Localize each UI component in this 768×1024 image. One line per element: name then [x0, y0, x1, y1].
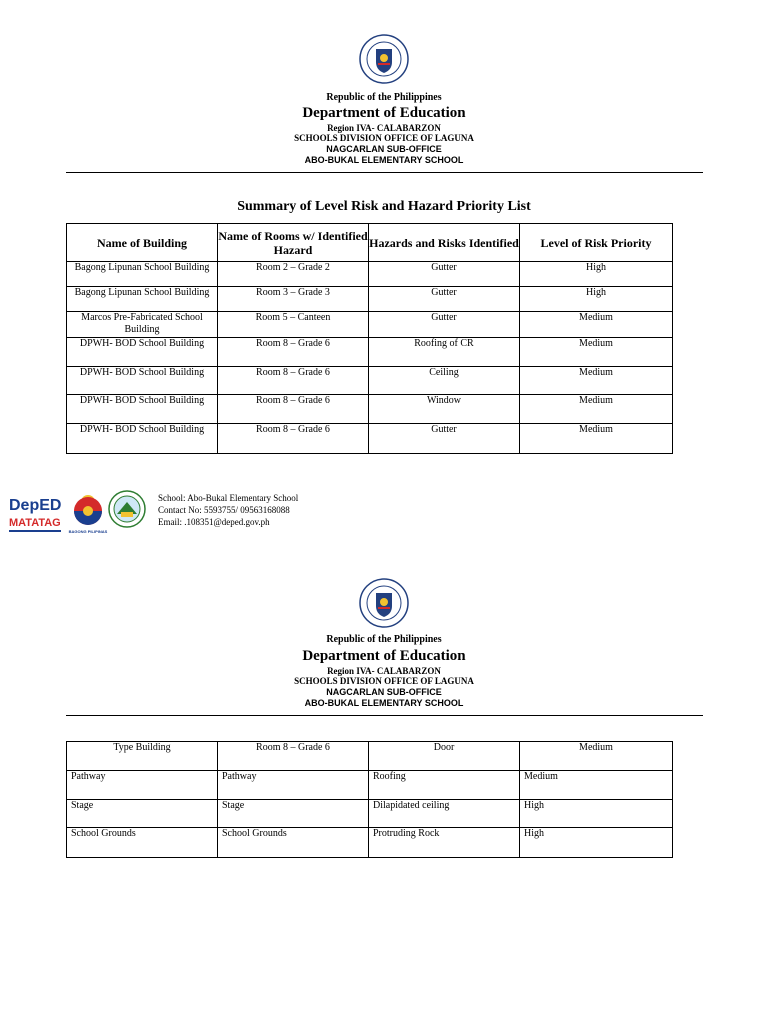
- table-row: [67, 424, 673, 454]
- table-cell: Gutter: [369, 424, 520, 454]
- table-row: [67, 800, 673, 828]
- hazard-priority-table-continued: [66, 741, 673, 858]
- header-region: Region IVA- CALABARZON: [327, 123, 441, 133]
- table-cell: Medium: [520, 312, 673, 338]
- table-cell: Medium: [520, 367, 673, 395]
- table-cell: Room 3 – Grade 3: [218, 287, 369, 312]
- header-division: SCHOOLS DIVISION OFFICE OF LAGUNA: [294, 676, 474, 686]
- header-republic: Republic of the Philippines: [326, 92, 442, 103]
- column-header: Level of Risk Priority: [520, 224, 673, 262]
- table-cell: Gutter: [369, 262, 520, 287]
- table-cell: Room 8 – Grade 6: [218, 742, 369, 771]
- table-cell: Medium: [520, 395, 673, 424]
- table-cell: Dilapidated ceiling: [369, 800, 520, 828]
- header-sub-office: NAGCARLAN SUB-OFFICE: [326, 687, 442, 697]
- footer-contact-block: [158, 492, 298, 528]
- table-cell: Roofing: [369, 771, 520, 800]
- table-header-row: [67, 224, 673, 262]
- table-cell: Medium: [520, 771, 673, 800]
- table-cell: High: [520, 800, 673, 828]
- hazard-priority-table: [66, 223, 673, 454]
- deped-seal-icon: [359, 578, 409, 628]
- deped-logo-text: DepED: [9, 497, 62, 514]
- table-cell: Protruding Rock: [369, 828, 520, 858]
- table-row: [67, 742, 673, 771]
- table-cell: Gutter: [369, 312, 520, 338]
- header-department: Department of Education: [302, 648, 466, 664]
- header-republic: Republic of the Philippines: [326, 634, 442, 645]
- table-cell: High: [520, 262, 673, 287]
- table-cell: Door: [369, 742, 520, 771]
- table-cell: DPWH- BOD School Building: [67, 338, 218, 367]
- table-row: [67, 395, 673, 424]
- table-cell: Medium: [520, 742, 673, 771]
- table-cell: Medium: [520, 424, 673, 454]
- header-school: ABO-BUKAL ELEMENTARY SCHOOL: [304, 155, 464, 165]
- table-row: [67, 771, 673, 800]
- table-cell: Bagong Lipunan School Building: [67, 287, 218, 312]
- header-divider: [66, 715, 703, 716]
- bagong-pilipinas-logo: [68, 488, 108, 536]
- header-divider: [66, 172, 703, 173]
- table-row: [67, 367, 673, 395]
- table-cell: Medium: [520, 338, 673, 367]
- page-title: Summary of Level Risk and Hazard Priority List: [237, 199, 531, 214]
- table-row: [67, 262, 673, 287]
- school-seal-icon: [108, 490, 146, 528]
- table-cell: High: [520, 828, 673, 858]
- table-cell: Ceiling: [369, 367, 520, 395]
- table-cell: Bagong Lipunan School Building: [67, 262, 218, 287]
- table-row: [67, 312, 673, 338]
- table-cell: Stage: [218, 800, 369, 828]
- table-cell: DPWH- BOD School Building: [67, 367, 218, 395]
- footer-email: Email: .108351@deped.gov.ph: [158, 517, 270, 527]
- header-department: Department of Education: [302, 105, 466, 121]
- table-cell: Type Building: [67, 742, 218, 771]
- table-cell: Roofing of CR: [369, 338, 520, 367]
- deped-seal-icon: [359, 34, 409, 84]
- table-cell: Pathway: [67, 771, 218, 800]
- bagong-pilipinas-text: BAGONG PILIPINAS: [68, 529, 108, 534]
- table-cell: Marcos Pre-Fabricated School Building: [67, 312, 218, 338]
- table-cell: Pathway: [218, 771, 369, 800]
- table-cell: Stage: [67, 800, 218, 828]
- table-cell: Room 8 – Grade 6: [218, 367, 369, 395]
- matatag-logo-text: MATATAG: [9, 517, 61, 529]
- table-cell: Window: [369, 395, 520, 424]
- table-cell: Room 2 – Grade 2: [218, 262, 369, 287]
- table-row: [67, 828, 673, 858]
- table-cell: Room 5 – Canteen: [218, 312, 369, 338]
- table-cell: DPWH- BOD School Building: [67, 424, 218, 454]
- header-school: ABO-BUKAL ELEMENTARY SCHOOL: [304, 698, 464, 708]
- table-cell: DPWH- BOD School Building: [67, 395, 218, 424]
- table-row: [67, 338, 673, 367]
- table-cell: Room 8 – Grade 6: [218, 338, 369, 367]
- footer-contact-number: Contact No: 5593755/ 09563168088: [158, 505, 290, 515]
- table-cell: Gutter: [369, 287, 520, 312]
- column-header: Name of Building: [67, 224, 218, 262]
- column-header: Hazards and Risks Identified: [369, 224, 520, 262]
- header-sub-office: NAGCARLAN SUB-OFFICE: [326, 144, 442, 154]
- footer-logos: [8, 486, 150, 536]
- footer-school: School: Abo-Bukal Elementary School: [158, 493, 299, 503]
- table-cell: School Grounds: [67, 828, 218, 858]
- table-cell: High: [520, 287, 673, 312]
- table-cell: Room 8 – Grade 6: [218, 424, 369, 454]
- header-region: Region IVA- CALABARZON: [327, 666, 441, 676]
- column-header: Name of Rooms w/ Identified Hazard: [218, 224, 369, 262]
- table-cell: Room 8 – Grade 6: [218, 395, 369, 424]
- table-cell: School Grounds: [218, 828, 369, 858]
- table-row: [67, 287, 673, 312]
- header-division: SCHOOLS DIVISION OFFICE OF LAGUNA: [294, 133, 474, 143]
